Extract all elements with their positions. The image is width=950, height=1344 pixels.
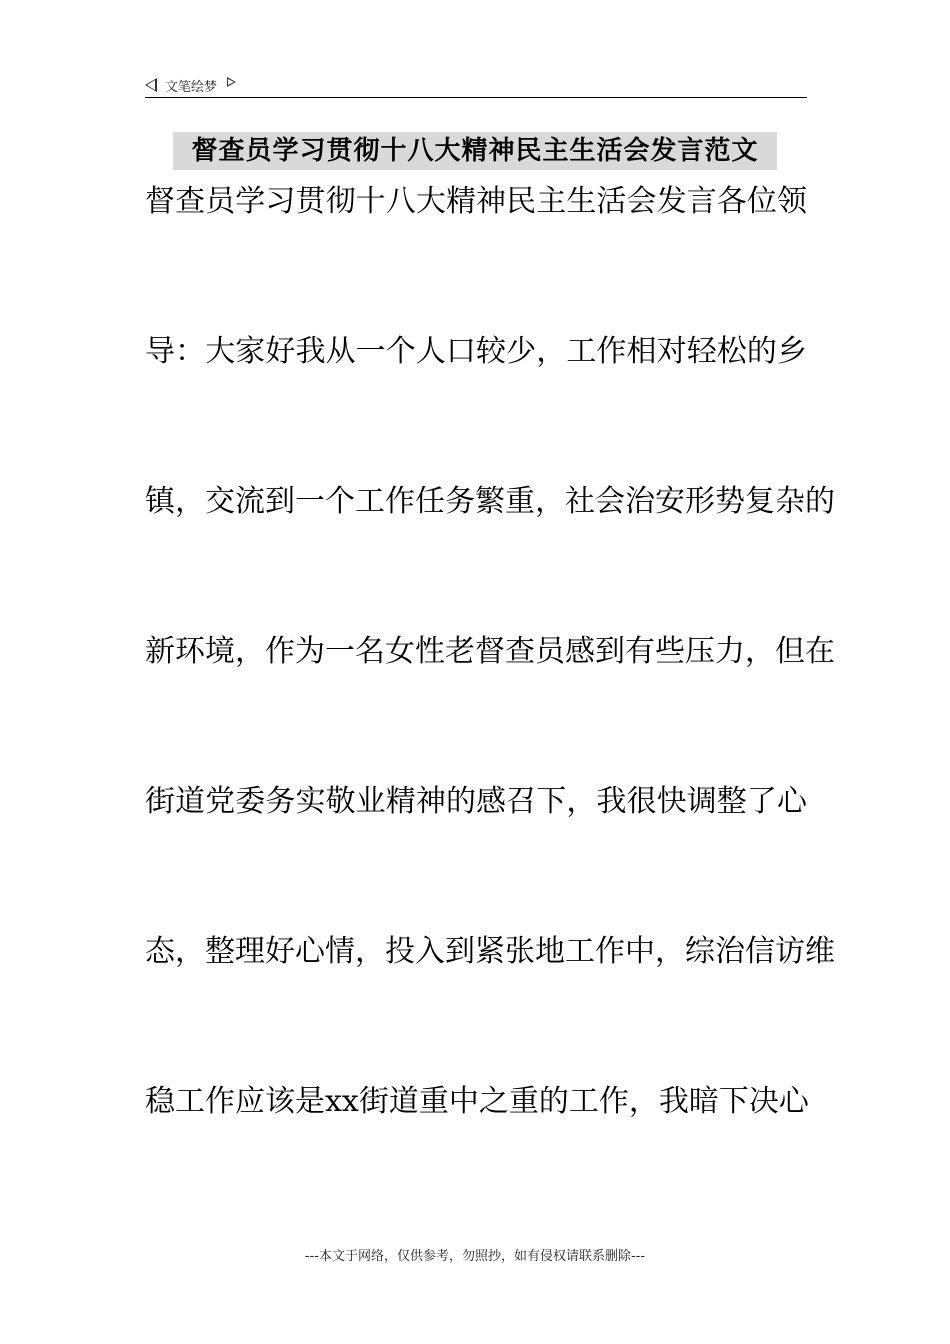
body-line: 导：大家好我从一个人口较少，工作相对轻松的乡	[145, 334, 807, 369]
footer-notice: ---本文于网络，仅供参考，勿照抄，如有侵权请联系删除---	[304, 1249, 646, 1264]
body-line: 稳工作应该是xx街道重中之重的工作，我暗下决心	[145, 1084, 809, 1119]
header-brand-label: 文笔绘梦	[165, 79, 218, 95]
document-title: 督查员学习贯彻十八大精神民主生活会发言范文	[173, 132, 777, 170]
body-line: 镇，交流到一个工作任务繁重，社会治安形势复杂的	[145, 484, 835, 519]
triangle-left-icon	[145, 78, 157, 92]
body-line: 督查员学习贯彻十八大精神民主生活会发言各位领	[145, 184, 807, 219]
body-line: 新环境，作为一名女性老督查员感到有些压力，但在	[145, 634, 835, 669]
body-line: 街道党委务实敬业精神的感召下，我很快调整了心	[145, 784, 807, 819]
triangle-right-icon	[227, 77, 236, 87]
body-line: 态，整理好心情，投入到紧张地工作中，综治信访维	[145, 934, 835, 969]
header-divider	[145, 97, 807, 98]
page-header	[145, 74, 236, 96]
document-body	[145, 178, 835, 1228]
